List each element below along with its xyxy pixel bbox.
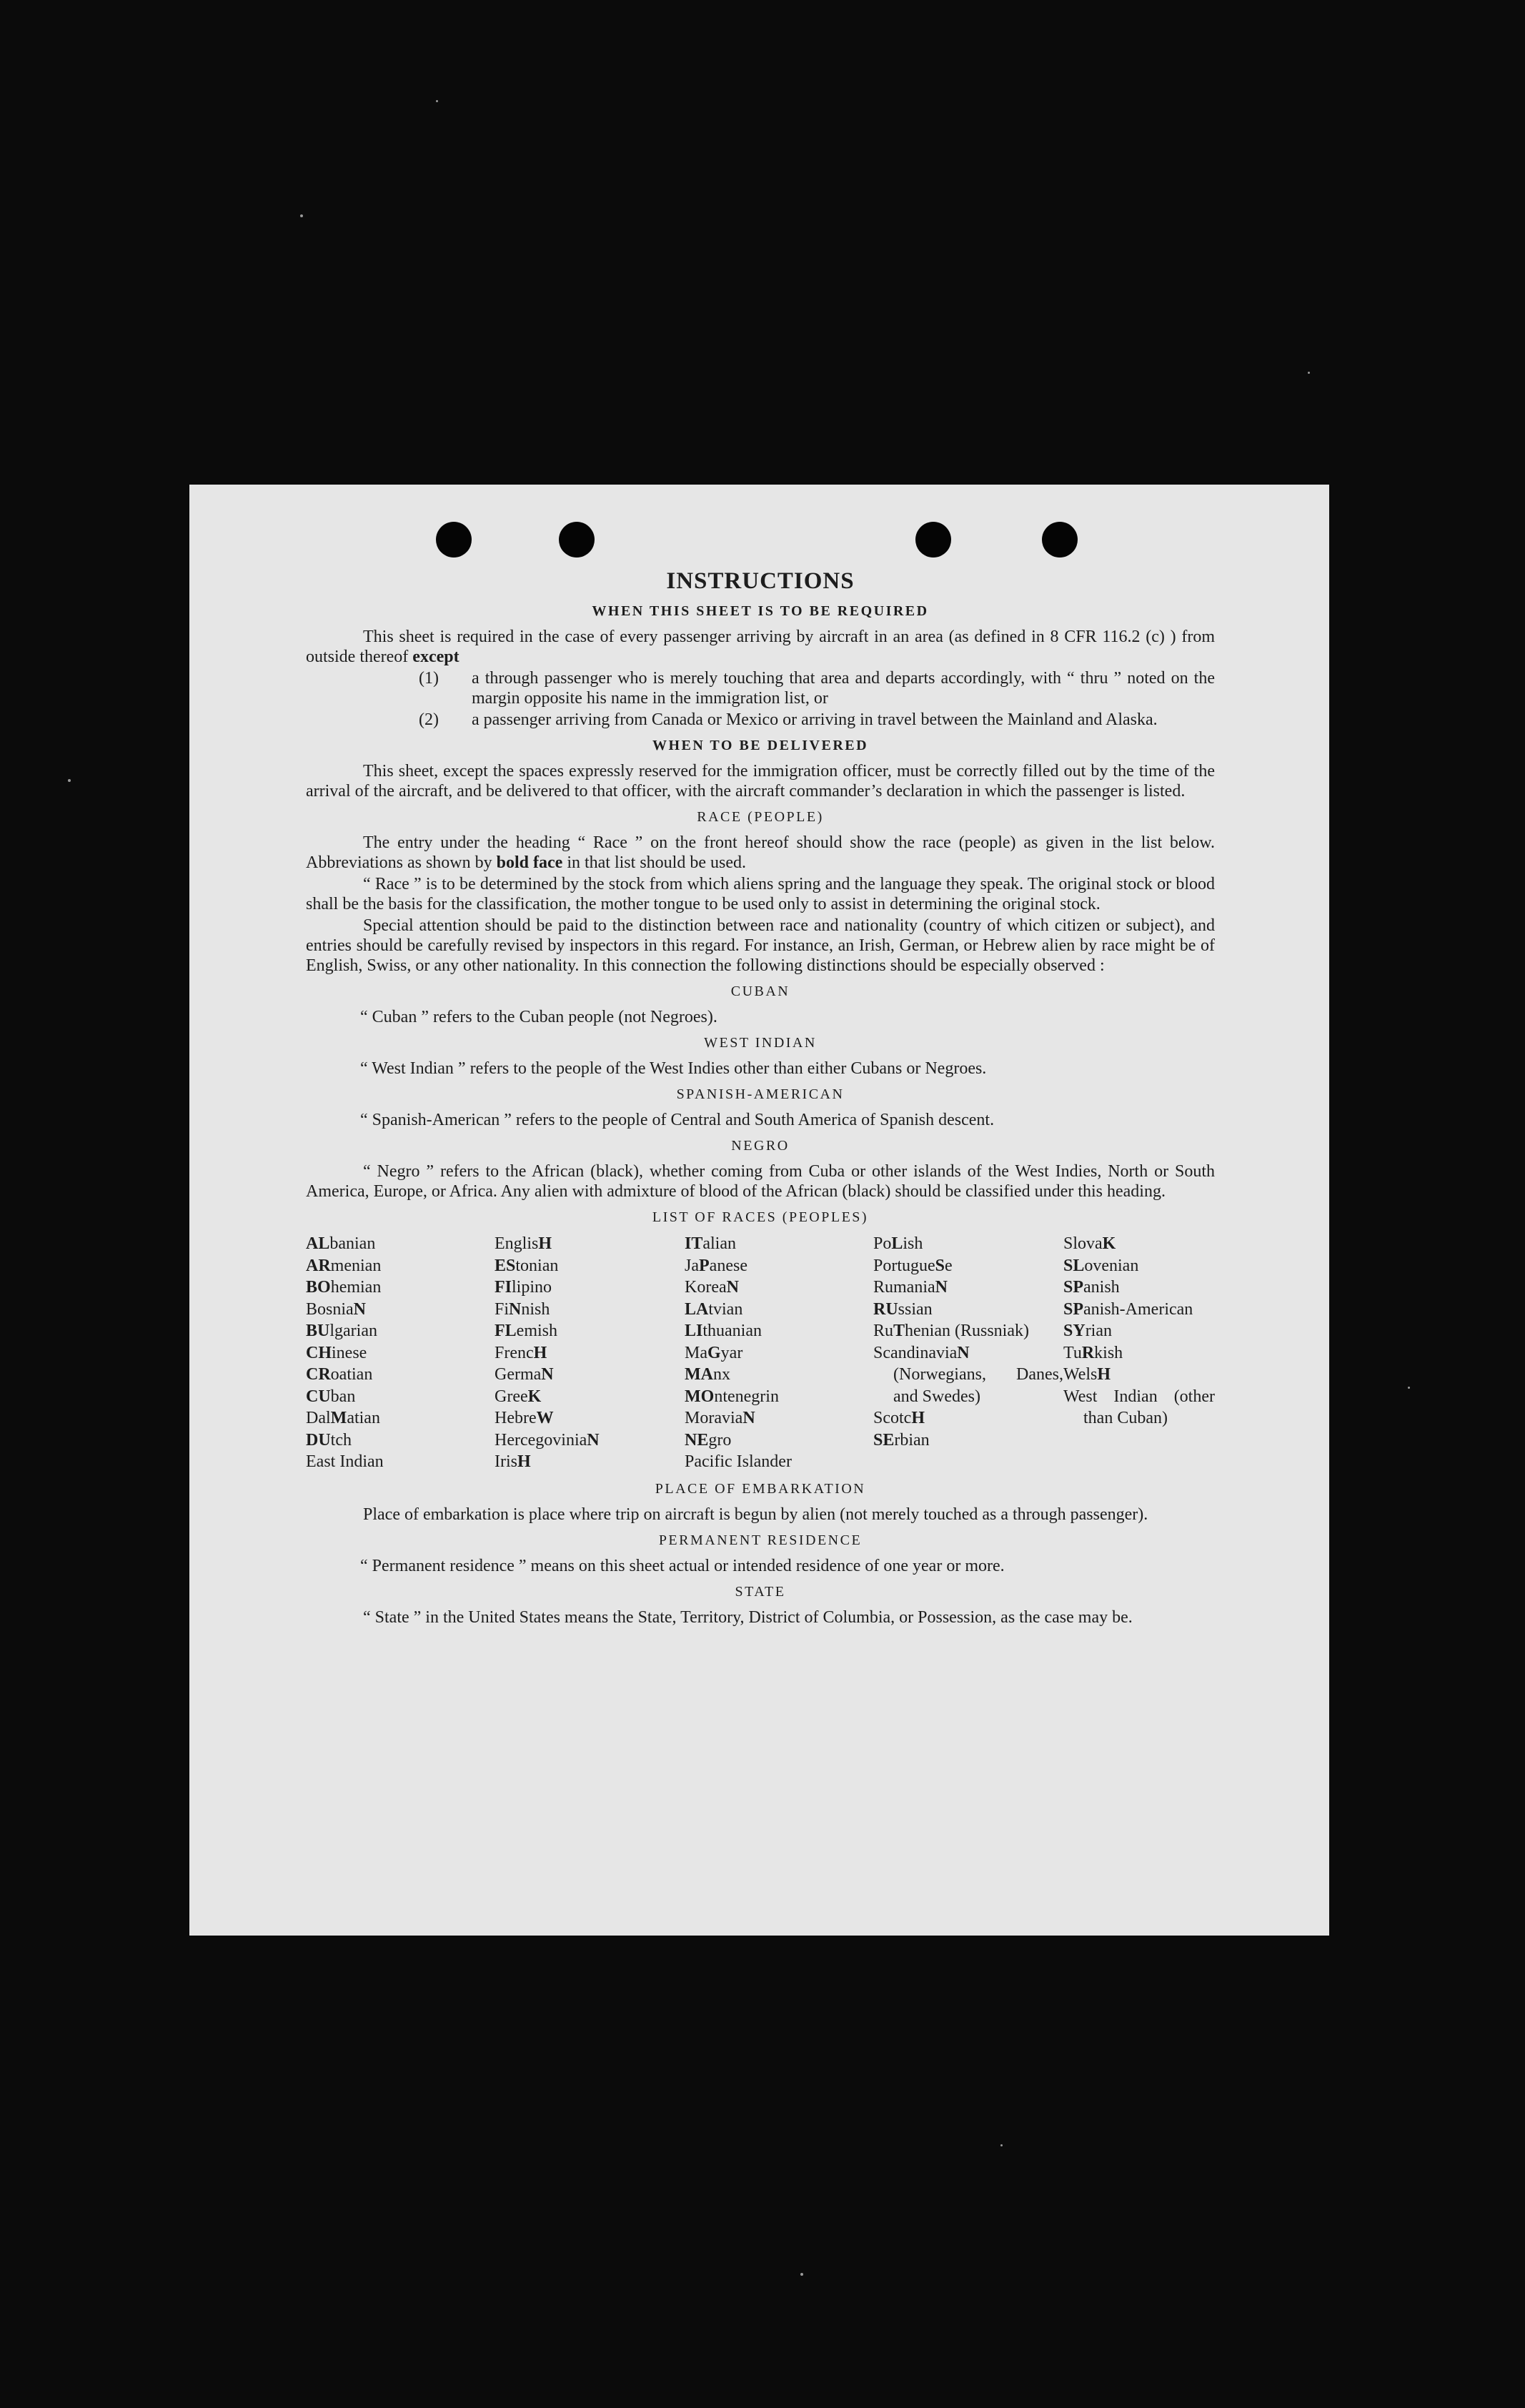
race-abbrev: L <box>891 1234 903 1253</box>
race-abbrev: BU <box>306 1322 330 1340</box>
exception-item <box>306 668 1215 708</box>
race-entry <box>685 1451 873 1473</box>
race-abbrev: SP <box>1063 1278 1084 1297</box>
race-entry <box>306 1342 495 1364</box>
residence-text: “ Permanent residence ” means on this sheet actual or intended residence of one year or more. <box>360 1556 1005 1575</box>
race-abbrev: SP <box>1063 1299 1084 1319</box>
section-heading-embarkation: PLACE OF EMBARKATION <box>655 1480 866 1497</box>
race-abbrev: LI <box>685 1322 703 1340</box>
race-abbrev: N <box>353 1299 367 1319</box>
race-text: menian <box>330 1256 382 1275</box>
item-text: a through passenger who is merely touching that area and departs accordingly, with “ thru ” noted on the margin opposite his name in the immigration list, or <box>472 669 1215 708</box>
race-abbrev: M <box>330 1409 347 1427</box>
race-text: Iris <box>495 1452 517 1471</box>
race-p1-end: in that list should be used. <box>562 853 746 872</box>
race-abbrev: FL <box>495 1322 517 1340</box>
race-text: ssian <box>898 1299 933 1319</box>
race-entry <box>873 1299 1063 1321</box>
race-abbrev: H <box>911 1409 925 1427</box>
race-abbrev: H <box>1097 1365 1111 1384</box>
race-paragraph-1 <box>306 833 1215 873</box>
races-column <box>1063 1233 1215 1473</box>
race-abbrev: SE <box>873 1430 895 1450</box>
race-abbrev: T <box>893 1322 905 1340</box>
item-number: (1) <box>419 669 439 688</box>
film-speck <box>300 214 303 217</box>
section-heading-residence: PERMANENT RESIDENCE <box>658 1532 863 1548</box>
race-text: nish <box>521 1299 550 1319</box>
races-column <box>873 1233 1063 1473</box>
race-text: banian <box>329 1234 376 1253</box>
race-entry <box>495 1299 685 1321</box>
film-speck <box>800 2273 803 2276</box>
race-entry <box>685 1364 873 1386</box>
race-abbrev: K <box>1102 1234 1116 1253</box>
race-p1-text: The entry under the heading “ Race ” on the front hereof should show the race (people) as given in the list below. Abbreviations as shown by <box>306 833 1215 872</box>
race-text: Englis <box>495 1234 539 1253</box>
race-entry <box>1063 1386 1215 1430</box>
race-abbrev: W <box>536 1409 554 1427</box>
race-entry <box>1063 1233 1215 1255</box>
race-entry <box>685 1342 873 1364</box>
race-text: Moravia <box>685 1409 743 1427</box>
race-text: West Indian (other than Cuban) <box>1063 1387 1215 1427</box>
race-text: anish <box>1083 1278 1120 1297</box>
intro-text: This sheet is required in the case of every passenger arriving by aircraft in an area (as defined in 8 CFR 116.2 (c) ) from outside thereof <box>306 628 1215 666</box>
race-abbrev: CR <box>306 1365 331 1384</box>
race-entry <box>495 1364 685 1386</box>
race-abbrev: H <box>538 1234 552 1253</box>
race-text: Po <box>873 1234 892 1253</box>
race-text: gro <box>708 1430 732 1450</box>
race-abbrev: N <box>742 1409 755 1427</box>
section-heading-west-indian: WEST INDIAN <box>704 1035 817 1051</box>
section-heading-cuban: CUBAN <box>730 983 790 999</box>
item-text: a passenger arriving from Canada or Mexico or arriving in travel between the Mainland and Alaska. <box>472 710 1158 729</box>
intro-bold: except <box>412 648 460 666</box>
race-abbrev: SY <box>1063 1322 1086 1340</box>
race-abbrev: SL <box>1063 1256 1085 1275</box>
punch-hole <box>436 522 472 558</box>
race-text: Gree <box>495 1387 528 1406</box>
race-text: Pacific Islander <box>685 1452 792 1471</box>
race-text: tch <box>330 1430 352 1450</box>
race-abbrev: N <box>935 1278 948 1297</box>
race-text: oatian <box>330 1365 373 1384</box>
west-indian-text: “ West Indian ” refers to the people of the West Indies other than either Cubans or Negroes. <box>360 1059 987 1078</box>
race-abbrev: MO <box>685 1387 715 1406</box>
race-entry <box>495 1430 685 1452</box>
race-text: Germa <box>495 1365 542 1384</box>
race-text: Ru <box>873 1322 894 1340</box>
race-entry <box>495 1233 685 1255</box>
race-entry <box>306 1299 495 1321</box>
item-number: (2) <box>419 710 439 729</box>
film-speck <box>436 100 438 102</box>
section-heading-race: RACE (PEOPLE) <box>697 809 824 825</box>
race-abbrev: FI <box>495 1278 512 1297</box>
race-text: thuanian <box>702 1322 762 1340</box>
race-entry <box>685 1255 873 1277</box>
race-text: lipino <box>512 1278 552 1297</box>
document-body <box>306 567 1215 1629</box>
race-text: Frenc <box>495 1343 534 1362</box>
race-entry <box>873 1320 1063 1342</box>
races-column <box>495 1233 685 1473</box>
race-text: Hercegovinia <box>495 1430 587 1450</box>
race-text: Scandinavia <box>873 1343 958 1362</box>
race-entry <box>495 1255 685 1277</box>
race-text: emish <box>516 1322 557 1340</box>
race-entry <box>873 1233 1063 1255</box>
when-required-intro <box>306 627 1215 667</box>
race-text: rian <box>1085 1322 1112 1340</box>
race-entry <box>306 1277 495 1299</box>
when-delivered-text: This sheet, except the spaces expressly reserved for the immigration officer, must be correctly filled out by the time of the arrival of the aircraft, and be delivered to that officer, with the aircraft commander’s declaration in which the passenger is listed. <box>306 762 1215 801</box>
race-entry <box>495 1320 685 1342</box>
race-text: Slova <box>1063 1234 1103 1253</box>
race-abbrev: DU <box>306 1430 331 1450</box>
race-entry <box>1063 1342 1215 1364</box>
race-abbrev: NE <box>685 1430 709 1450</box>
race-entry <box>685 1299 873 1321</box>
race-abbrev: G <box>707 1343 721 1362</box>
race-text: Portugue <box>873 1256 935 1275</box>
race-abbrev: S <box>935 1256 945 1275</box>
negro-text: “ Negro ” refers to the African (black), whether coming from Cuba or other islands of the West Indies, North or South America, Europe, or Africa. Any alien with admixture of blood of the African (black) should be classified under this heading. <box>306 1162 1215 1201</box>
race-text: Hebre <box>495 1409 537 1427</box>
race-text: henian (Russniak) <box>905 1322 1029 1340</box>
race-text: Ma <box>685 1343 707 1362</box>
race-entry <box>685 1430 873 1452</box>
section-heading-when-required: WHEN THIS SHEET IS TO BE REQUIRED <box>592 603 929 619</box>
section-heading-negro: NEGRO <box>731 1138 790 1154</box>
race-text: Tu <box>1063 1343 1082 1362</box>
race-abbrev: K <box>527 1387 542 1406</box>
race-entry <box>306 1407 495 1430</box>
race-text: ish <box>903 1234 923 1253</box>
race-text: anese <box>709 1256 747 1275</box>
instruction-sheet <box>189 485 1329 1936</box>
race-entry <box>1063 1299 1215 1321</box>
race-text: atian <box>347 1409 380 1427</box>
race-entry <box>685 1277 873 1299</box>
race-abbrev: H <box>533 1343 547 1362</box>
race-text: Korea <box>685 1278 727 1297</box>
race-text: Dal <box>306 1409 331 1427</box>
race-entry <box>495 1342 685 1364</box>
race-abbrev: N <box>587 1430 600 1450</box>
state-text: “ State ” in the United States means the State, Territory, District of Columbia, or Possession, as the case may be. <box>363 1607 1133 1627</box>
race-entry <box>495 1407 685 1430</box>
race-text: tvian <box>708 1299 743 1319</box>
races-column <box>685 1233 873 1473</box>
race-text: Ja <box>685 1256 699 1275</box>
race-text: Rumania <box>873 1278 935 1297</box>
race-text: nx <box>712 1365 730 1384</box>
race-text: lgarian <box>329 1322 377 1340</box>
race-entry <box>495 1277 685 1299</box>
race-abbrev: CU <box>306 1387 331 1406</box>
film-speck <box>1408 1387 1410 1389</box>
race-entry <box>306 1430 495 1452</box>
race-text: anish-American <box>1083 1299 1193 1319</box>
race-abbrev: N <box>509 1299 522 1319</box>
race-text: Bosnia <box>306 1299 354 1319</box>
race-text: ovenian <box>1084 1256 1139 1275</box>
race-entry <box>306 1451 495 1473</box>
race-text: ntenegrin <box>714 1387 779 1406</box>
race-abbrev: MA <box>685 1365 713 1384</box>
exception-item <box>306 710 1215 730</box>
film-speck <box>1000 2144 1003 2146</box>
race-text: tonian <box>515 1256 559 1275</box>
section-heading-state: STATE <box>735 1583 786 1600</box>
punch-hole <box>559 522 595 558</box>
race-abbrev: P <box>699 1256 710 1275</box>
race-entry <box>306 1320 495 1342</box>
race-paragraph-3: Special attention should be paid to the distinction between race and nationality (country of which citizen or subject), and entries should be carefully revised by inspectors in this regard. For instance, an Irish, German, or Hebrew alien by race might be of English, Swiss, or any other nationality. In this connection the following distinctions should be especially observed : <box>306 916 1215 975</box>
race-entry <box>495 1386 685 1408</box>
race-abbrev: BO <box>306 1278 331 1297</box>
race-abbrev: RU <box>873 1299 898 1319</box>
race-entry <box>873 1430 1063 1452</box>
race-abbrev: IT <box>685 1234 703 1253</box>
embarkation-text: Place of embarkation is place where trip on aircraft is begun by alien (not merely touched as a through passenger). <box>363 1505 1148 1524</box>
race-entry <box>873 1342 1063 1408</box>
races-column <box>306 1233 495 1473</box>
race-p1-bold: bold face <box>496 853 563 872</box>
race-text: hemian <box>330 1278 382 1297</box>
race-abbrev: H <box>517 1452 531 1471</box>
race-abbrev: AL <box>306 1234 330 1253</box>
race-text: rbian <box>894 1430 930 1450</box>
race-entry <box>306 1233 495 1255</box>
race-text: Scotc <box>873 1409 912 1427</box>
race-abbrev: N <box>957 1343 970 1362</box>
race-abbrev: AR <box>306 1256 331 1275</box>
race-abbrev: ES <box>495 1256 516 1275</box>
race-text: (Norwegians, Danes, and Swedes) <box>893 1365 1063 1406</box>
race-entry <box>306 1386 495 1408</box>
race-entry <box>685 1233 873 1255</box>
race-entry <box>873 1407 1063 1430</box>
film-speck <box>68 779 71 782</box>
race-abbrev: LA <box>685 1299 709 1319</box>
section-heading-list-of-races: LIST OF RACES (PEOPLES) <box>652 1209 869 1225</box>
film-speck <box>1308 372 1310 374</box>
race-text: e <box>945 1256 953 1275</box>
race-abbrev: CH <box>306 1343 332 1362</box>
race-entry <box>1063 1277 1215 1299</box>
race-text: East Indian <box>306 1452 384 1471</box>
race-entry <box>495 1451 685 1473</box>
race-entry <box>873 1255 1063 1277</box>
race-entry <box>306 1255 495 1277</box>
race-entry <box>685 1386 873 1408</box>
punch-hole <box>1042 522 1078 558</box>
race-text: ban <box>330 1387 356 1406</box>
race-entry <box>1063 1320 1215 1342</box>
race-abbrev: N <box>726 1278 739 1297</box>
race-text: inese <box>332 1343 367 1362</box>
race-text: alian <box>702 1234 736 1253</box>
race-entry <box>306 1364 495 1386</box>
cuban-text: “ Cuban ” refers to the Cuban people (not Negroes). <box>360 1008 717 1026</box>
section-heading-when-delivered: WHEN TO BE DELIVERED <box>652 738 869 753</box>
race-paragraph-2: “ Race ” is to be determined by the stock from which aliens spring and the language they speak. The original stock or blood shall be the basis for the classification, the mother tongue to be used only to assist in determining the original stock. <box>306 875 1215 913</box>
race-text: Wels <box>1063 1365 1098 1384</box>
document-title: INSTRUCTIONS <box>666 568 855 594</box>
punch-hole <box>915 522 951 558</box>
race-entry <box>1063 1364 1215 1386</box>
section-heading-spanish-american: SPANISH-AMERICAN <box>676 1086 845 1102</box>
race-entry <box>685 1320 873 1342</box>
race-text: kish <box>1094 1343 1123 1362</box>
race-entry <box>873 1277 1063 1299</box>
race-abbrev: R <box>1081 1343 1095 1362</box>
race-entry <box>1063 1255 1215 1277</box>
race-abbrev: N <box>541 1365 554 1384</box>
race-text: Fi <box>495 1299 510 1319</box>
race-entry <box>685 1407 873 1430</box>
race-text: yar <box>720 1343 743 1362</box>
races-list <box>306 1233 1215 1473</box>
spanish-american-text: “ Spanish-American ” refers to the people of Central and South America of Spanish descent. <box>360 1111 995 1129</box>
